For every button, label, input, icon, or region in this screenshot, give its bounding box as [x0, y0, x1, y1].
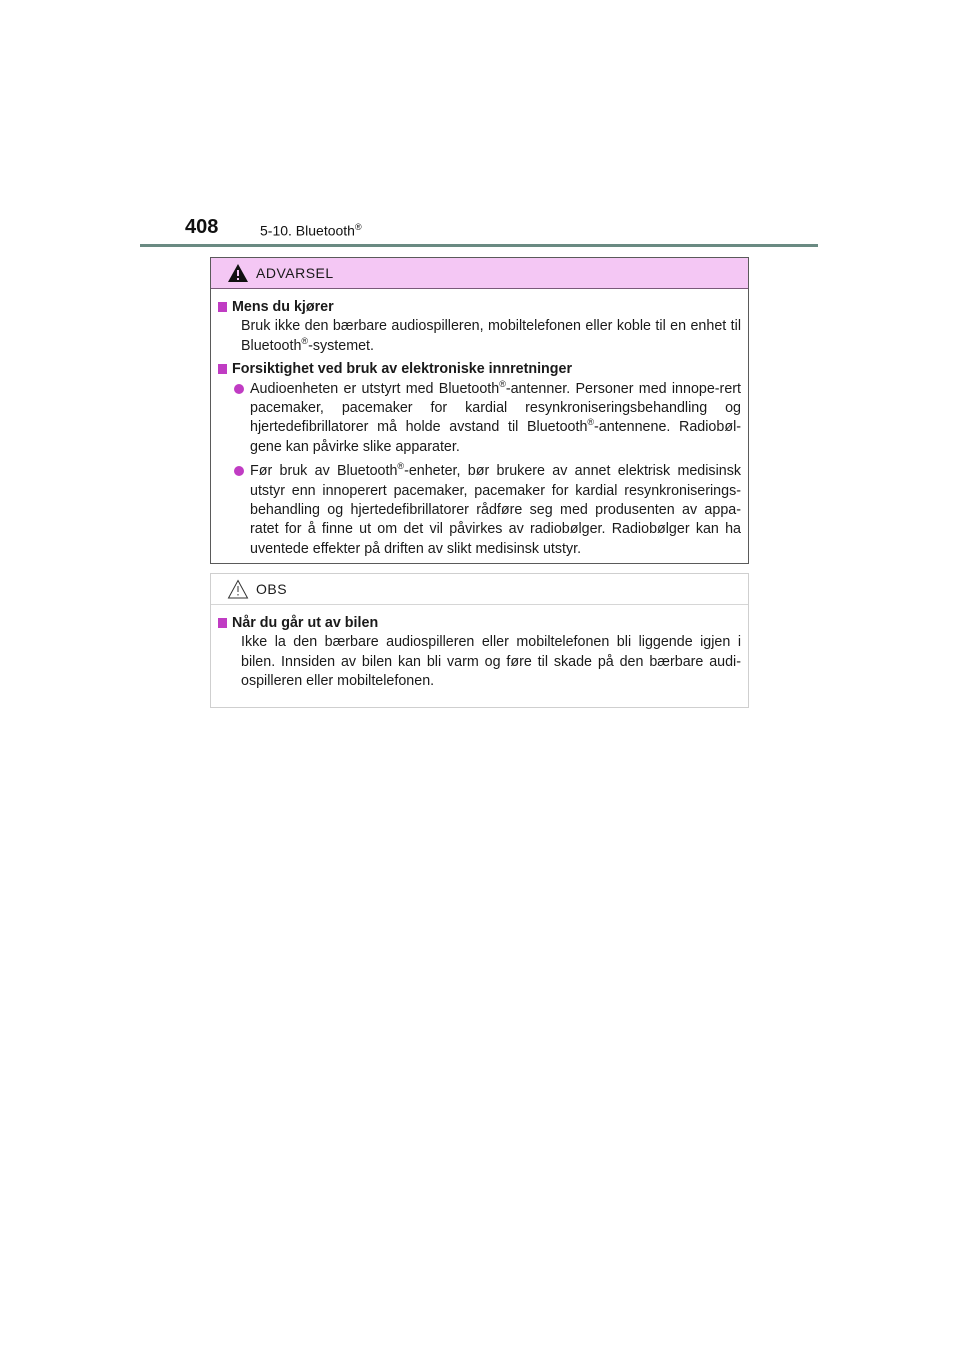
header-rule: [140, 244, 818, 247]
round-bullet-icon: [234, 466, 244, 476]
square-bullet-icon: [218, 364, 227, 374]
section-title: [260, 222, 362, 239]
notice-header: [211, 574, 748, 605]
warning-heading-electronics: [218, 360, 741, 379]
registered-mark: ®: [301, 335, 309, 346]
round-bullet-icon: [234, 384, 244, 394]
registered-mark: ®: [587, 417, 595, 428]
warning-header: [211, 258, 748, 289]
section-title-text: 5-10. Bluetooth: [260, 222, 355, 239]
square-bullet-icon: [218, 302, 227, 312]
notice-body: [211, 605, 748, 692]
notice-heading: [218, 614, 741, 633]
registered-mark: ®: [499, 378, 506, 389]
paragraph-text: -systemet.: [308, 337, 374, 354]
notice-paragraph: Ikke la den bærbare audiospilleren eller mobiltelefonen bli liggende igjen i bilen. Innsiden av bilen kan bli varm og føre til skade på den bærbare audi-ospilleren eller mobiltelefonen.: [241, 634, 741, 690]
square-bullet-icon: [218, 618, 227, 628]
bullet-text: Audioenheten er utstyrt med Bluetooth: [250, 380, 500, 397]
notice-box: [210, 573, 749, 708]
warning-bullet-1: [218, 380, 741, 458]
bullet-text: -enheter, bør brukere av annet elektrisk medisinsk utstyr enn innoperert pacemaker, pacemaker for kardial resynkroniserings-behandling og hjertedefibrillatorer rådføre seg med produsenten av appa-ratet for å finne ut om det vil påvirkes av radiobølger. Radiobølger kan ha uventede effekter på driften av slikt medisinsk utstyr.: [250, 463, 742, 557]
bullet-text: -antennene. Radiobøl-gene kan påvirke slike apparater.: [250, 419, 742, 455]
page-header: [185, 216, 825, 246]
notice-label: OBS: [256, 581, 288, 597]
warning-triangle-filled-icon: [227, 263, 249, 283]
warning-box: [210, 257, 749, 564]
caution-triangle-outline-icon: [227, 579, 249, 599]
registered-mark: ®: [397, 461, 405, 472]
bullet-text: Før bruk av Bluetooth: [250, 463, 398, 480]
heading-text: Mens du kjører: [232, 299, 334, 315]
bullet-text: -antenner. Personer med innope-rert pacemaker, pacemaker for kardial resynkroniseringsbehandling og hjertedefibrillatorer må holde avstand til Bluetooth: [250, 380, 742, 436]
warning-heading-driving: [218, 298, 741, 317]
paragraph-text: Bruk ikke den bærbare audiospilleren, mobiltelefonen eller koble til en enhet til Bluetooth: [241, 318, 741, 354]
warning-body: [211, 289, 748, 559]
warning-label: ADVARSEL: [256, 265, 334, 281]
warning-paragraph-driving: [218, 317, 741, 356]
warning-bullet-2: [218, 462, 741, 559]
heading-text: Forsiktighet ved bruk av elektroniske innretninger: [232, 361, 573, 378]
heading-text: Når du går ut av bilen: [232, 615, 379, 631]
registered-mark: ®: [354, 222, 362, 232]
page-number: 408: [185, 216, 219, 238]
